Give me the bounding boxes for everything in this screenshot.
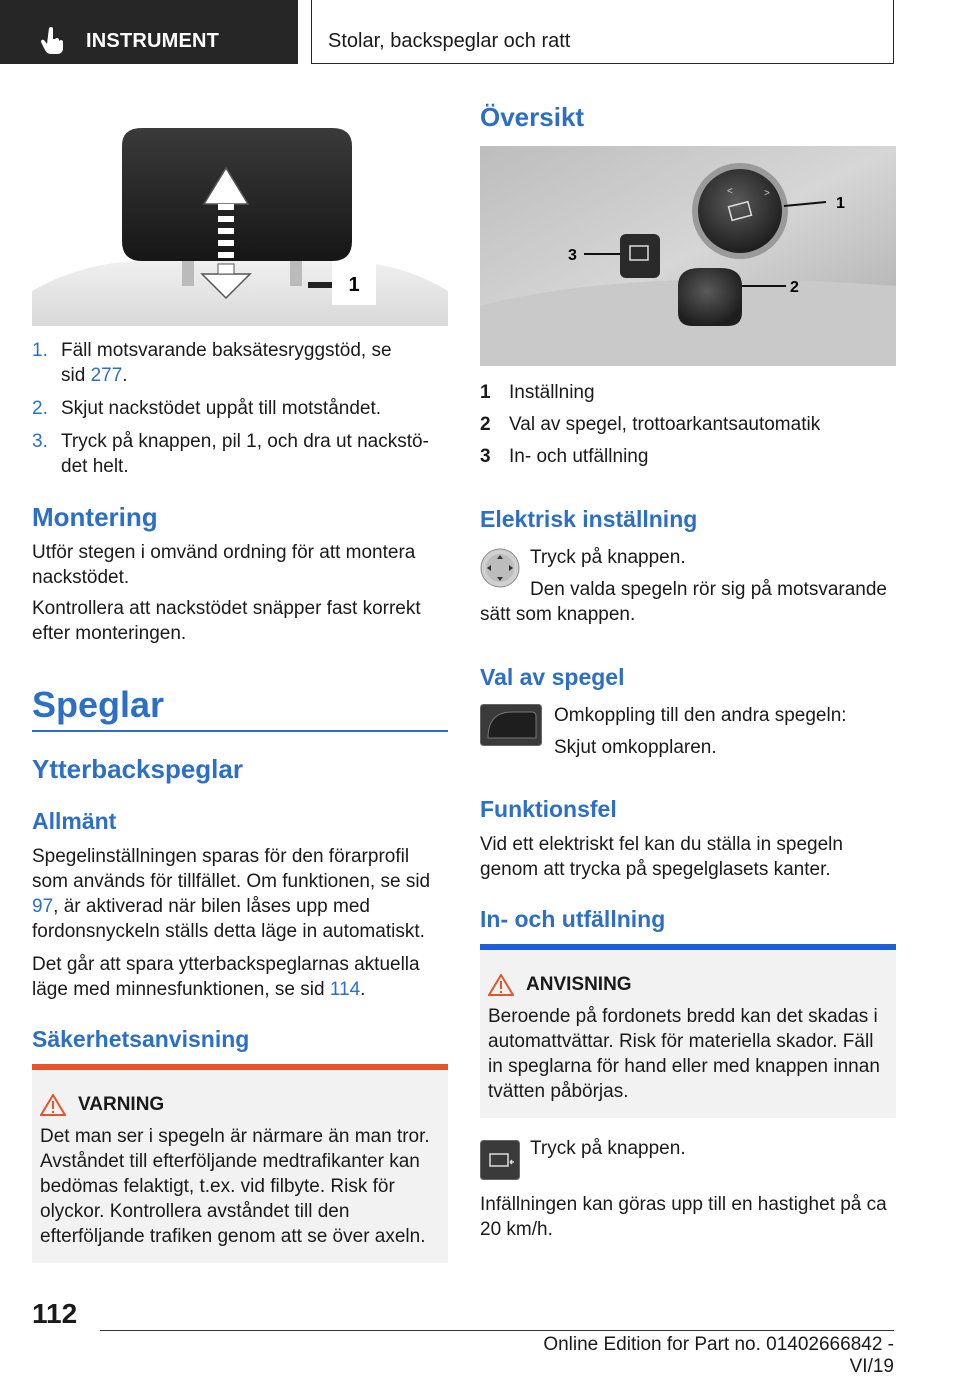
ytterbackspeglar-heading: Ytterbackspeglar xyxy=(32,754,243,784)
page-footer xyxy=(0,1290,960,1377)
headrest-figure xyxy=(32,126,448,326)
list-item: 1. Fäll motsvarande baksätesryggstöd, se sid 277. xyxy=(32,340,392,386)
figure-callout-label: 1 xyxy=(348,274,360,296)
montering-heading: Montering xyxy=(32,502,158,532)
allmant-paragraph-2: Det går att spara ytterbackspeglarnas aktuella läge med minnesfunktionen, se sid 114. xyxy=(32,954,420,1000)
list-item: 2. Skjut nackstödet uppåt till motståndet. xyxy=(32,398,382,419)
notice-text: Beroende på fordonets bredd kan det skadas i automattvättar. Risk för materiella skador. Fäll in speglarna för hand eller med knappen innan tvätten påbörjas. xyxy=(488,1006,880,1102)
val-paragraph-2: Skjut omkopplaren. xyxy=(554,737,717,758)
list-item: 3 In- och utfällning xyxy=(480,446,649,467)
page-link[interactable]: 114 xyxy=(329,979,361,1000)
hand-pointer-icon xyxy=(40,26,66,54)
elektrisk-heading: Elektrisk inställning xyxy=(480,506,698,532)
warning-triangle-icon xyxy=(40,1094,66,1116)
steps-list xyxy=(32,338,448,487)
funktionsfel-heading: Funktionsfel xyxy=(480,796,617,822)
footer-rule xyxy=(100,1330,894,1331)
heading-rule xyxy=(32,730,448,732)
val-av-spegel-heading: Val av spegel xyxy=(480,664,625,690)
in-och-utfallning-heading: In- och utfällning xyxy=(480,906,666,932)
mirror-controls-figure xyxy=(480,146,896,366)
list-item: 1 Inställning xyxy=(480,382,595,403)
allmant-heading: Allmänt xyxy=(32,808,117,834)
notice-box xyxy=(480,944,896,1118)
notice-title: ANVISNING xyxy=(526,974,632,995)
tryck-paragraph: Tryck på knappen. xyxy=(530,1138,686,1159)
figure-callout-2: 2 xyxy=(790,279,799,296)
elektrisk-paragraph-1: Tryck på knappen. xyxy=(530,547,686,568)
warning-title: VARNING xyxy=(78,1094,165,1115)
sakerhetsanvisning-heading: Säkerhetsanvisning xyxy=(32,1026,250,1052)
montering-paragraph-2: Kontrollera att nackstödet snäpper fast korrekt efter monteringen. xyxy=(32,598,421,644)
chapter-title: Stolar, backspeglar och ratt xyxy=(328,30,571,52)
warning-triangle-icon xyxy=(488,974,514,996)
page-link[interactable]: 277 xyxy=(90,365,123,386)
edition-text: Online Edition for Part no. 01402666842 - VI/19 xyxy=(543,1334,894,1377)
montering-paragraph-1: Utför stegen i omvänd ordning för att montera nackstödet. xyxy=(32,542,416,588)
overview-list xyxy=(480,380,896,476)
chapter-tab xyxy=(311,0,894,64)
list-item: 3. Tryck på knappen, pil 1, och dra ut nackstö- det helt. xyxy=(32,431,429,477)
section-tab xyxy=(0,0,298,64)
oversikt-heading: Översikt xyxy=(480,102,585,132)
page-header xyxy=(0,0,960,66)
svg-text:>: > xyxy=(764,188,770,199)
page-link[interactable]: 97 xyxy=(32,896,54,917)
elektrisk-paragraph-2: Den valda spegeln rör sig på motsvarande sätt som knappen. xyxy=(480,579,887,625)
page-number: 112 xyxy=(32,1298,78,1329)
mirror-fold-icon xyxy=(480,1140,520,1180)
speglar-heading: Speglar xyxy=(32,684,165,725)
allmant-paragraph-1: Spegelinställningen sparas för den förarprofil som används för tillfället. Om funktionen, se sid 97, är aktiverad när bilen låses upp med fordonsnyckeln ställs detta läge in automatiskt. xyxy=(32,846,431,942)
infallning-paragraph: Infällningen kan göras upp till en hastighet på ca 20 km/h. xyxy=(480,1194,887,1240)
warning-text: Det man ser i spegeln är närmare än man tror. Avståndet till efterföljande medtrafikanter kan bedömas felaktigt, t.ex. vid filbyte. Risk för olyckor. Kontrollera avståndet till den efterföljande trafiken genom att se över axeln. xyxy=(40,1126,430,1247)
svg-text:<: < xyxy=(727,186,733,197)
figure-callout-1: 1 xyxy=(836,195,845,212)
funktionsfel-paragraph: Vid ett elektriskt fel kan du ställa in spegeln genom att trycka på spegelglasets kanter. xyxy=(480,834,843,880)
section-title: INSTRUMENT xyxy=(86,30,220,52)
warning-box xyxy=(32,1064,448,1263)
val-paragraph-1: Omkoppling till den andra spegeln: xyxy=(554,705,847,726)
list-item: 2 Val av spegel, trottoarkantsautomatik xyxy=(480,414,821,435)
mirror-switch-icon xyxy=(480,704,542,746)
figure-callout-3: 3 xyxy=(568,247,577,264)
